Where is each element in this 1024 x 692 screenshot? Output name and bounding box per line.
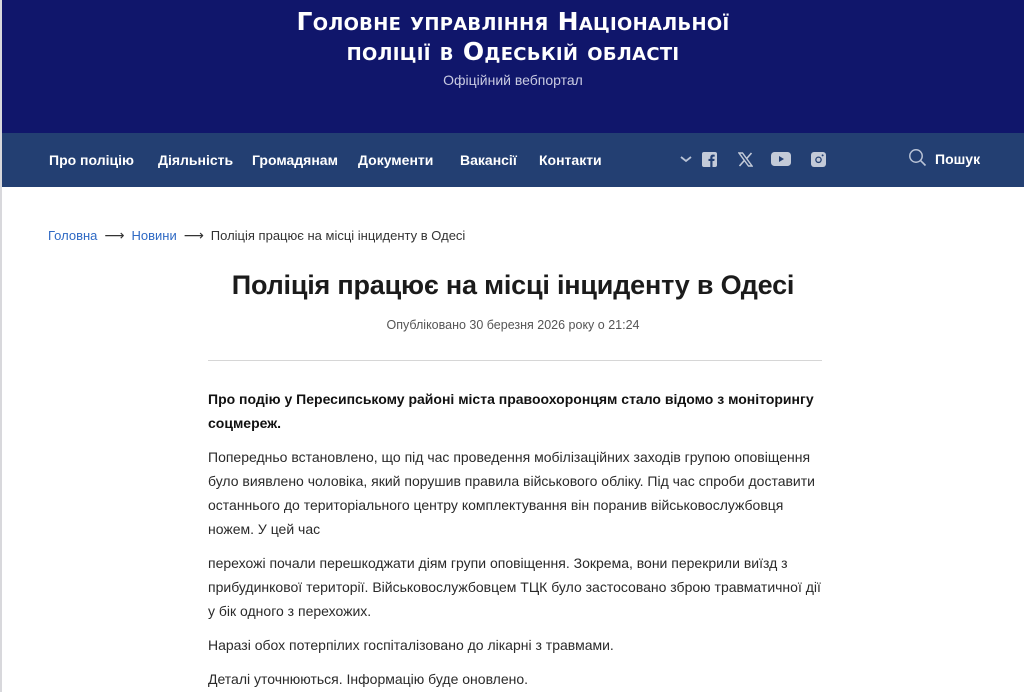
article-paragraph: Деталі уточнюються. Інформацію буде оновлено. <box>208 671 529 687</box>
nav-item-activity[interactable]: Діяльність <box>158 152 234 168</box>
search-icon <box>908 148 927 170</box>
breadcrumb-news[interactable]: Новини <box>131 228 177 243</box>
site-title-line2: поліції в Одеській області <box>346 37 680 66</box>
breadcrumb-home[interactable]: Головна <box>48 228 98 243</box>
arrow-right-icon: ⟶ <box>104 227 125 243</box>
instagram-icon[interactable] <box>810 151 826 167</box>
breadcrumb <box>48 227 465 244</box>
site-subtitle: Офіційний вебпортал <box>443 72 583 88</box>
site-title-line1: Головне управління Національної <box>296 7 730 36</box>
article-publish-date: Опубліковано 30 березня 2026 року о 21:24 <box>386 318 640 332</box>
article-paragraph: перехожі почали перешкоджати діям групи оповіщення. Зокрема, вони перекрили виїзд з прибудинкової території. Військовослужбовцем ТЦК було застосовано зброю травматичної дії у бік одного з перехожих. <box>208 555 821 619</box>
facebook-icon[interactable] <box>701 151 717 167</box>
main-nav <box>2 133 1024 187</box>
article-body <box>208 387 828 692</box>
divider <box>208 360 822 361</box>
article-title: Поліція працює на місці інциденту в Одесі <box>231 270 795 300</box>
nav-item-contacts[interactable]: Контакти <box>539 152 602 168</box>
nav-item-about-police[interactable]: Про поліцію <box>49 152 134 168</box>
chevron-down-icon[interactable] <box>678 151 694 167</box>
article-lead: Про подію у Пересипському районі міста правоохоронцям стало відомо з моніторингу соцмереж. <box>208 391 814 431</box>
article-paragraph: Попередньо встановлено, що під час проведення мобілізаційних заходів групою оповіщення було виявлено чоловіка, який порушив правила військового обліку. Під час спроби доставити останнього до територіального центру комплектування він поранив військовослужбовця ножем. У цей час <box>208 449 815 537</box>
site-header <box>2 0 1024 133</box>
nav-item-vacancies[interactable]: Вакансії <box>460 152 517 168</box>
breadcrumb-current: Поліція працює на місці інциденту в Одесі <box>210 228 466 243</box>
nav-item-citizens[interactable]: Громадянам <box>252 152 338 168</box>
arrow-right-icon: ⟶ <box>183 227 204 243</box>
site-title[interactable] <box>2 7 1024 67</box>
x-twitter-icon[interactable] <box>737 151 753 167</box>
article-paragraph: Наразі обох потерпілих госпіталізовано до лікарні з травмами. <box>208 637 614 653</box>
youtube-icon[interactable] <box>771 151 791 167</box>
nav-item-documents[interactable]: Документи <box>358 152 434 168</box>
search-button[interactable] <box>908 148 980 170</box>
search-label: Пошук <box>935 151 981 167</box>
